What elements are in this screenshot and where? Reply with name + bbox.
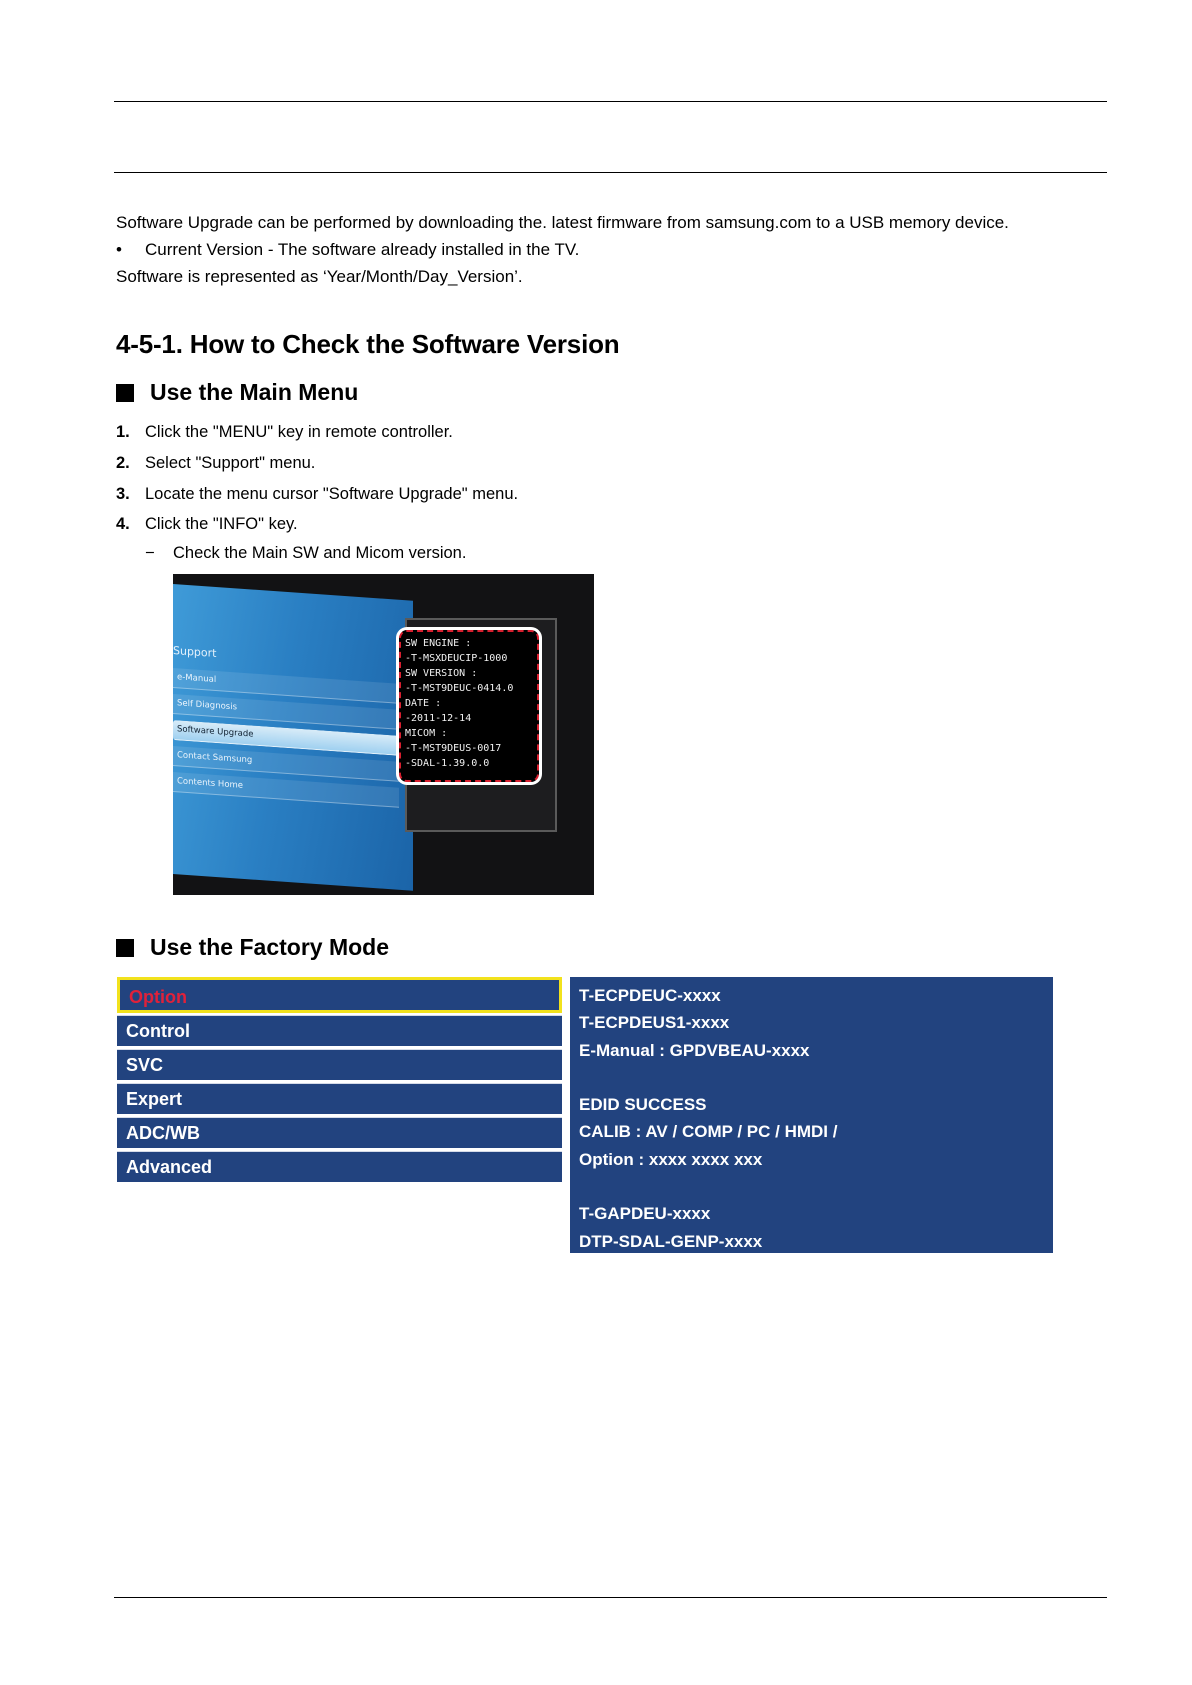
step-4-substep [145, 544, 466, 563]
section-title: 4-5-1. How to Check the Software Version [116, 329, 620, 359]
factory-menu [117, 977, 562, 1185]
step-number: 2. [116, 454, 130, 472]
bullet-text: Current Version - The software already installed in the TV. [145, 240, 580, 259]
tv-support-menu-panel [173, 584, 413, 891]
intro-bullet [116, 240, 579, 260]
step-text: Click the "MENU" key in remote controller. [145, 423, 453, 441]
factory-menu-item-svc[interactable]: SVC [117, 1049, 562, 1080]
step-text: Locate the menu cursor "Software Upgrade" menu. [145, 485, 519, 503]
factory-info-line: T-GAPDEU-xxxx [579, 1204, 711, 1224]
dash-symbol: − [145, 544, 155, 562]
info-line: -T-MSXDEUCIP-1000 [405, 653, 508, 664]
factory-info-line [579, 1173, 1044, 1200]
footer-rule [114, 1597, 1107, 1598]
step-text: Select "Support" menu. [145, 454, 316, 472]
version-info-box [399, 630, 539, 782]
factory-info-line: Option : xxxx xxxx xxx [579, 1149, 763, 1169]
bullet-symbol: • [116, 240, 122, 259]
info-line: -2011-12-14 [405, 713, 472, 724]
tv-menu-item-e-manual: e-Manual [173, 668, 399, 704]
factory-menu-item-expert[interactable]: Expert [117, 1083, 562, 1114]
factory-info-line: T-ECPDEUS1-xxxx [579, 1013, 730, 1033]
tv-menu-item-self-diagnosis: Self Diagnosis [173, 694, 399, 730]
info-line: SW VERSION : [405, 668, 478, 679]
tv-menu-item-software-upgrade: Software Upgrade [173, 720, 399, 756]
info-line: -SDAL-1.39.0.0 [405, 758, 490, 769]
factory-menu-item-option[interactable]: Option [117, 977, 562, 1013]
factory-menu-item-adc-wb[interactable]: ADC/WB [117, 1117, 562, 1148]
step-2 [116, 454, 315, 473]
header-rule-top [114, 101, 1107, 102]
support-menu-header: Support [173, 644, 217, 661]
factory-info-panel [570, 977, 1053, 1253]
info-line: MICOM : [405, 728, 448, 739]
header-rule-bottom [114, 172, 1107, 173]
info-line: -T-MST9DEUS-0017 [405, 743, 502, 754]
factory-info-line: E-Manual : GPDVBEAU-xxxx [579, 1040, 810, 1060]
square-bullet-icon [116, 384, 134, 402]
step-4 [116, 515, 298, 534]
main-menu-heading [116, 379, 358, 406]
factory-info-line: EDID SUCCESS [579, 1095, 707, 1115]
tv-screen-photo [173, 574, 594, 895]
factory-menu-item-advanced[interactable]: Advanced [117, 1151, 562, 1182]
main-menu-heading-text: Use the Main Menu [150, 379, 359, 405]
factory-info-line: DTP-SDAL-GENP-xxxx [579, 1231, 763, 1251]
substep-text: Check the Main SW and Micom version. [173, 544, 467, 562]
step-1 [116, 423, 453, 442]
step-number: 1. [116, 423, 130, 441]
tv-menu-item-contents-home: Contents Home [173, 772, 399, 808]
factory-info-line: CALIB : AV / COMP / PC / HMDI / [579, 1122, 838, 1142]
factory-menu-item-control[interactable]: Control [117, 1015, 562, 1046]
factory-info-line: T-ECPDEUC-xxxx [579, 986, 721, 1005]
info-line: SW ENGINE : [405, 638, 472, 649]
step-text: Click the "INFO" key. [145, 515, 298, 533]
step-3 [116, 485, 518, 504]
intro-line: Software Upgrade can be performed by downloading the. latest firmware from samsung.com to a USB memory device. [116, 213, 1009, 232]
info-line: -T-MST9DEUC-0414.0 [405, 683, 514, 694]
tv-menu-item-contact-samsung: Contact Samsung [173, 746, 399, 782]
intro-format-line: Software is represented as ‘Year/Month/Day_Version’. [116, 267, 523, 286]
factory-mode-heading [116, 934, 389, 961]
info-line: DATE : [405, 698, 442, 709]
step-number: 3. [116, 485, 130, 503]
factory-mode-heading-text: Use the Factory Mode [150, 934, 389, 960]
factory-info-line [579, 1064, 1044, 1091]
step-number: 4. [116, 515, 130, 533]
square-bullet-icon [116, 939, 134, 957]
